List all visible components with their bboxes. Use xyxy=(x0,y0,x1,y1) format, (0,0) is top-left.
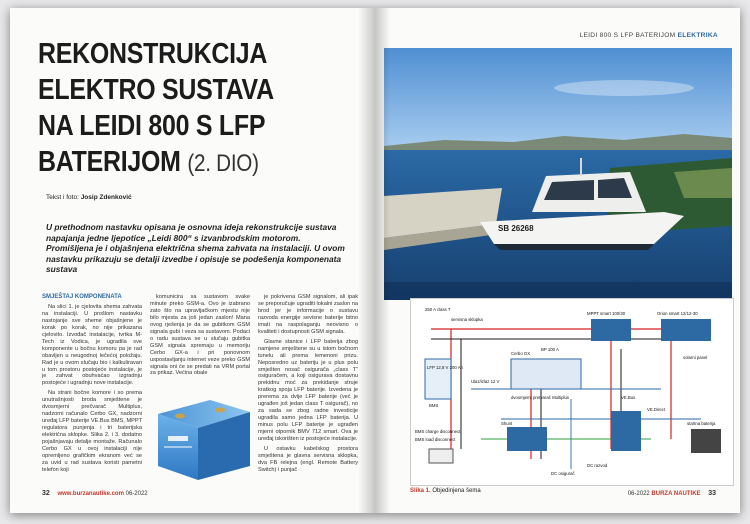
body-paragraph: je pokrivena GSM signalom, ali ipak se preporučuje ugraditi lokalni zaslon na brod jer je informacije o sustavu razvoda energije sevisne baterije bitno imati na raspolaganju neovisno o kvaliteti i dostupnosti GSM signala. xyxy=(258,294,358,335)
schematic-label: Shunt xyxy=(501,421,513,426)
body-paragraph: Na strani bočne komore i so prema unutrašnjosti broda smještene je dvosmjerni prečvarač Multiplus, nadzorni računalo Cerbo GX, nadzorni uređaj LFP baterije VE.Bus BMS, MPPT regulatora punjenja i tri baterijska električna sklopke. Slika 2. i 3. dodatno pojašnjavaju detalje montaže. Računalo Cerbo GX u ovoj instalaciji nije opremljeno grafičkim ekranom već se za uvid u rad sustava koristi pametni telefon koji xyxy=(42,390,142,473)
byline-label: Tekst i foto: xyxy=(46,194,79,201)
running-head xyxy=(579,32,718,39)
title-line: ELEKTRO SUSTAVA xyxy=(38,74,274,106)
schematic-label: 250 A class T xyxy=(425,307,451,312)
title-line: NA LEIDI 800 S LFP xyxy=(38,110,266,142)
page-number: 32 xyxy=(42,490,50,497)
lfp-battery-photo xyxy=(150,380,254,486)
schematic-label: solarni panel xyxy=(683,355,708,360)
schematic-label: startna baterija xyxy=(687,421,716,426)
schematic-label: BP 100 A xyxy=(541,347,559,352)
text-column-3 xyxy=(258,294,358,477)
schematic-label: VE.Direct xyxy=(647,407,666,412)
body-paragraph: U ostavku kabelskog prostora smještena je glavna servisna sklopka, dva FB relejna (engl. Remote Battery Switch) i punjač xyxy=(258,446,358,473)
title-line xyxy=(38,144,313,182)
figure-label: Slika 1. xyxy=(410,488,431,494)
schematic-label: dvosmjerni pretvarač Multiplus xyxy=(511,395,570,400)
page-number: 33 xyxy=(708,490,716,497)
right-footer xyxy=(628,490,716,497)
figure-caption-text: Objedinjena šema xyxy=(432,488,481,494)
body-paragraph: Glavne stanice i LFP baterija zbog namjene smještene su u istom bočnom tunelu ali prema lemenoni prizu. Neposredno uz bateriju je u plus polu smješten nosač osigurača „class T“ osiguračem, a koji osigurava dostavnu prekidnu moć za prekidanje struje kratkog spoja LFP baterije. Izvedena je prerema za dvije LFP baterije (već je ugrađen još jedan class T osigurač), no za sada se zbog radne investicije ugradila samo jedna LFP baterija. U minus polu LFP baterije je ugrađen mjerni otpornik BMV 712 smart. Ova je uređaj iskorišten iz postojeće instalacije. xyxy=(258,338,358,443)
left-page xyxy=(10,8,374,513)
schematic-label: LFP 12,8 V 200 Ah xyxy=(427,365,463,370)
article-title xyxy=(38,36,313,182)
schematic-label: Orion smart 12/12-30 xyxy=(657,311,698,316)
footer-site: www.burzanautike.com xyxy=(57,491,124,497)
byline xyxy=(46,194,132,201)
running-head-prefix: LEIDI 800 S LFP BATERIJOM xyxy=(579,32,676,39)
schematic-label: Cerbo GX xyxy=(511,351,531,356)
body-paragraph: komunicira sa sustavom svake minute preko GSM-a. Ovo je izabrano zato što na upravljačkom mjestu nije bilo mjesta za još jedan zaslon! Mana ovog rješenja je da se gubitkom GSM signala gubi i veza sa sustavom. Podaci o radu sustava se u slučaju gubitka GSM signala spremaju u memoriju Cerbo GX-a i pri ponovnom uspostavljanju internet veze preko GSM signala oni će se predati na VRM portal za prikaz. Većina obale xyxy=(150,294,250,377)
running-head-section: ELEKTRIKA xyxy=(677,32,718,39)
title-part-suffix: (2. DIO) xyxy=(187,150,259,177)
schematic-label: DC razvod xyxy=(587,463,608,468)
hull-lettering: SB 26268 xyxy=(498,224,534,233)
schematic-label: BMS charge disconnect xyxy=(415,429,461,434)
schematic-label: VE.Bus xyxy=(621,395,636,400)
schematic-label: servisna sklopka xyxy=(451,317,483,322)
schematic-label: BMS xyxy=(429,403,439,408)
boat-photo xyxy=(384,48,732,300)
text-column-1 xyxy=(42,294,142,477)
body-paragraph: Na slici 1. je cjelovita shema zahvata na instalaciji. U prošlom nastavku nastojanje sve sheme objašnjene je korak po korak, no nije prikazana cjelovito. Izvođač instalacije, tvrtka M-Tech iz Vodica, je ugradila sve komponente u bočnu komoru pa je rad obavljen u neugodnoj lečećoj položaju. Rad je u ovom slučaju bio i kalkuliravan u tom prostoru postojeće instalacije, je je zahvat obuhvaćao izgradnju postojeće i ugradnju nove instalacije. xyxy=(42,303,142,387)
section-heading: SMJEŠTAJ KOMPONENATA xyxy=(42,294,122,300)
lead-paragraph: U prethodnom nastavku opisana je osnovna ideja rekonstrukcije sustava napajanja jedne ljepotice „Leidi 800“ s izvanbrodskim motorom. Promišljena je i objašnjena električna shema zahvata na instalaciji. U ovom nastavku prikazuju se detalji izvedbe i opisuje se podešenja komponenata sustava xyxy=(46,222,345,275)
title-line-last: BATERIJOM xyxy=(38,146,181,178)
right-page xyxy=(374,8,740,513)
title-line: REKONSTRUKCIJA xyxy=(38,38,268,70)
schematic-label: MPPT smart 100/30 xyxy=(587,311,626,316)
schematic-label: Ulaz/izlaz 12 V xyxy=(471,379,500,384)
footer-issue: 06-2022 xyxy=(627,491,650,497)
byline-author: Josip Zdenković xyxy=(80,194,132,201)
electrical-schematic xyxy=(410,298,734,486)
text-column-2 xyxy=(150,294,250,380)
magazine-spread xyxy=(10,8,740,513)
schematic-label: BMS load disconnect xyxy=(415,437,456,442)
left-footer xyxy=(42,490,148,497)
figure-caption xyxy=(410,488,481,494)
footer-issue: 06-2022 xyxy=(125,491,148,497)
footer-brand: BURZA NAUTIKE xyxy=(651,491,701,497)
schematic-label: DC osigurač xyxy=(551,471,575,476)
